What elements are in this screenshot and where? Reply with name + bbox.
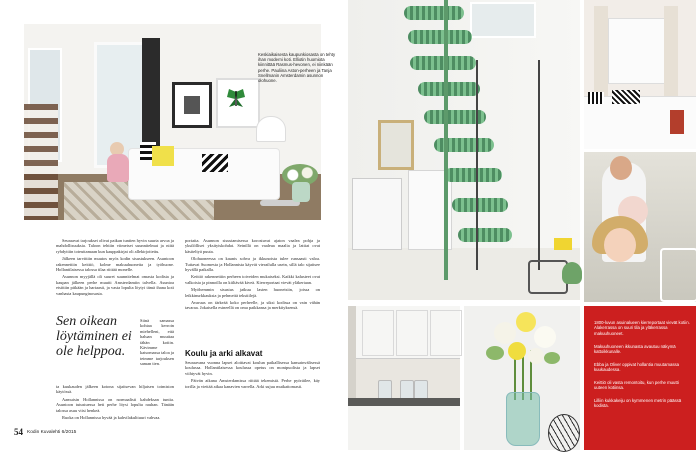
fact-item: Lilliin kukkakeiju on kymmenen metrin päässä kodista. (594, 398, 682, 409)
paragraph: Päivän aikana Amsterdamissa riittää tekemistä. Perhe pyöräilee, käy torilla ja viettää aikaa kanavien varrella. Arki sujuu mutkattomasti. (185, 378, 320, 389)
flower-vase-photo (464, 306, 580, 450)
butterfly-icon (226, 88, 246, 110)
paragraph: Avaruus on tärkeää koko perheelle, ja siksi kodissa on vain vähän tavaraa. Jokaisella esineellä on oma paikkansa ja merkityksensä. (185, 300, 320, 311)
text-column-1-top (56, 238, 174, 298)
text-column-2-top (185, 238, 320, 313)
paragraph: Seuraavana vuonna lapset aloittavat koulun paikallisessa kansainvälisessä koulussa. Hollantilaisessa koulussa opetus on monipuolista ja lapset viihtyvät hyvin. (185, 360, 320, 376)
page-folio (14, 427, 76, 437)
bedroom-photo (584, 0, 696, 148)
paragraph: Seuraavat tarjoukset olivat paikan tuntien hyvin suurta arvoa ja mahdollisuuksia. Taloon tehtiin viimeiset suunnitelmat ja niitä ryhdyttiin toteuttamaan kun kauppakirjat oli allekirjoitettu. (56, 238, 174, 254)
spiral-staircase-photo (348, 0, 580, 300)
paragraph: Ruoka on Hollannissa hyvää ja kahvilakulttuuri vahvaa. (62, 415, 161, 421)
paragraph: portaita. Asunnon sisustamisessa korostuvat ajaton vaalea pohja ja yksilölliset yksityiskohdat. Seinillä on vaaleaa maalia ja lattiat ovat käsiteltyä puuta. (185, 238, 320, 254)
paragraph: Keittiö rakennettiin perheen toiveiden mukaiseksi. Kaikki kalusteet ovat valkoisia ja pinnoilla on kiiltävää kiveä. Kierreportaat vievät yläkertaan. (185, 274, 320, 285)
text-column-1-right (140, 318, 174, 369)
paragraph: Asunnon myyjällä oli suuret suunnitelmat omasta kodista ja kaupan jälkeen perhe muutti Amsterdamiin talvella. Asuntoa etsittiin pitkään ja hartaasti, ja vasta lopulta löytyi tämä ihana koti vanhasta kaupunginosasta. (56, 274, 174, 296)
photo-caption: Keskiaikaisesta kaupunkiosasta on tehty ihan moderni koti. Elliotin huomiota kiinnittää Rasmus-hevonen, ei niinkään perhe. Pauliina Aston-perheen ja Tanja Snellmanin Amsterdamin asunnon olohuone. (258, 52, 336, 84)
fact-item: 1800-luvun asuinalueen kierreportaat vievät kotiin. Alakerrassa on suuri tila ja yläkerrassa makuuhuoneet. (594, 320, 690, 336)
text-column-2-bottom (185, 360, 320, 391)
pull-quote: Sen oikean löytäminen ei ole helppoa. (56, 314, 132, 359)
page-number: 54 (14, 427, 23, 437)
paragraph: Aamuisin Hollannissa on normaalisti kahdeksan tuntia. Asuntoon tutustuessa heti perhe löysi lopulta rauhan. Tänään talossa asuu viisi henkeä. (56, 396, 174, 413)
paragraph: Myöhemmin sisustus jatkuu lasten huoneisiin, joissa on leikkinurkkauksia ja pehmeitä tekstiilejä. (185, 287, 320, 298)
section-heading: Koulu ja arki alkavat (185, 349, 263, 358)
family-photo (584, 152, 696, 302)
fact-item: Ebba ja Oliver oppivat hollantia muutamassa kuukaudessa. (594, 362, 680, 373)
fact-item: Keittiö oli vasta remontoitu, kun perhe muutti uuteen kotiinsa. (594, 380, 679, 391)
paragraph: Olohuoneessa on kaunis sohva ja ikkunoista tulee runsaasti valoa. Tuttavat Suomesta ja Hollannista käyvät vierailulla usein, sillä talo sijaitsee hyvällä paikalla. (185, 256, 320, 273)
paragraph: Siinä samassa kohtaa kerroin miehelleni, että haluan muuttaa tähän kotiin. Kävimme katsomassa taloa ja teimme tarjouksen saman tien. (140, 318, 174, 367)
fact-box (584, 306, 696, 450)
living-room-photo (24, 24, 336, 220)
magazine-source: Kodin Kuvalehti 6/2015 (27, 430, 77, 435)
paragraph: ta kuukauden jälkeen kotona sijaitsevan hiljaisen toimiston käytössä. (56, 384, 174, 395)
paragraph: Jälkeen tarvittiin muutos myös kodin sisustukseen. Asuntoon rakennettiin keittiö, kolme makuuhuonetta ja työhuone. Hollantilaisessa talossa tilaa riittää monelle. (56, 256, 174, 273)
fact-item: Makuuhuoneen ikkunasta avautuu näkymä kattoikkunalle. (594, 344, 676, 355)
kitchen-photo (348, 306, 460, 450)
text-column-1-bottom (56, 384, 174, 422)
